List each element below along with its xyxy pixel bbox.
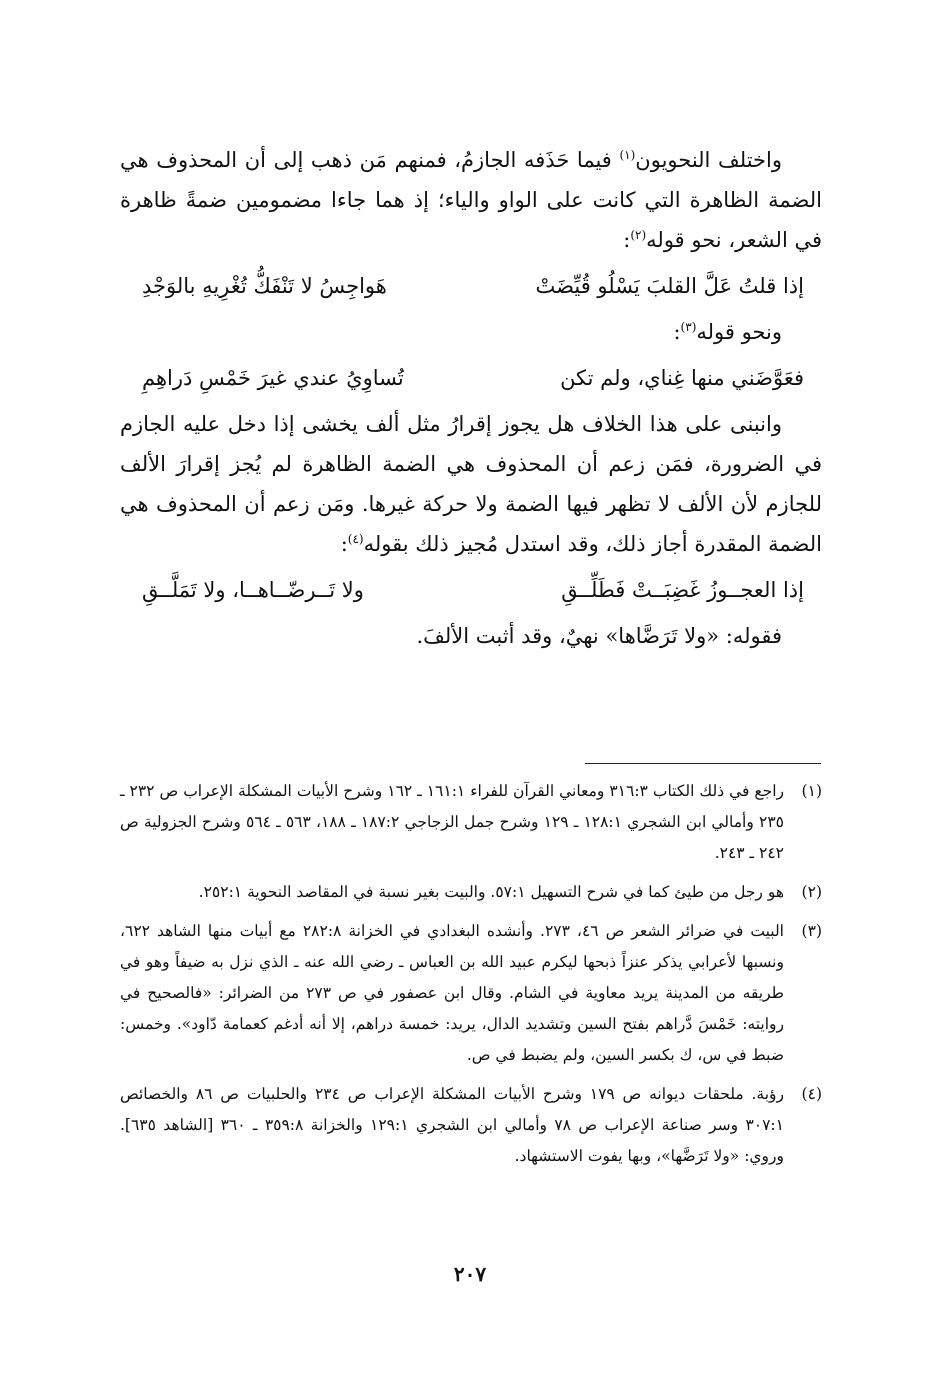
paragraph-3-text-b: : [340, 532, 348, 556]
verse-3 [120, 564, 822, 616]
verse-1-first-hemistich: إذا قلتُ عَلَّ القلبَ يَسْلُو قُيِّضَتْ [535, 274, 804, 298]
paragraph-1-text-c: : [623, 228, 631, 252]
paragraph-1-text-a: واختلف النحويون [635, 148, 782, 172]
footnote-ref-3: (٣) [680, 320, 697, 334]
footnotes [120, 776, 822, 1180]
footnote-number: (٣) [801, 922, 822, 940]
footnote-3 [120, 916, 822, 1071]
verse-2-second-hemistich: تُساوِيُ عندي غيرَ خَمْسِ دَراهِمِ [142, 366, 404, 390]
verse-2-first-hemistich: فعَوَّضَني منها غِناي، ولم تكن [560, 366, 804, 390]
footnote-separator [585, 763, 821, 764]
footnote-ref-4: (٤) [347, 532, 364, 546]
page-number: ٢٠٧ [453, 1262, 487, 1286]
paragraph-4: فقوله: «ولا تَرَضَّاها» نهيٌ، وقد أثبت الألفَ. [416, 624, 782, 648]
footnote-2 [120, 877, 822, 908]
verse-3-first-hemistich: إذا العجــوزُ غَضِبَــتْ فَطَلِّــقِ [561, 578, 804, 602]
paragraph-3-text-a: وانبنى على هذا الخلاف هل يجوز إقرارُ مثل ألف يخشى إذا دخل عليه الجازم في الضرورة، فمَن زعم أن المحذوف هي الضمة الظاهرة لم يُجز إقرارَ الألف للجازم لأن الألف لا تظهر فيها الضمة ولا حركة غيرها. ومَن زعم أن المحذوف هي الضمة المقدرة أجاز ذلك، وقد استدل مُجيز ذلك بقوله [120, 412, 822, 556]
footnote-ref-1: (١) [619, 148, 636, 162]
paragraph-2-text-b: : [673, 320, 681, 344]
footnote-number: (١) [801, 782, 822, 800]
verse-1 [120, 260, 822, 312]
footnote-text: راجع في ذلك الكتاب ٣١٦:٣ ومعاني القرآن للفراء ١٦١:١ ـ ١٦٢ وشرح الأبيات المشكلة الإعراب ص ٢٣٢ ـ ٢٣٥ وأمالي ابن الشجري ١٢٨:١ ـ ١٢٩ وشرح جمل الزجاجي ١٨٧:٢ ـ ١٨٨، ٥٦٣ ـ ٥٦٤ وشرح الجزولية ص ٢٤٢ ـ ٢٤٣. [120, 782, 784, 862]
footnote-ref-2: (٢) [630, 228, 647, 242]
paragraph-2 [120, 312, 822, 352]
footnote-number: (٢) [801, 883, 822, 901]
footnote-text: رؤبة. ملحقات ديوانه ص ١٧٩ وشرح الأبيات المشكلة الإعراب ص ٢٣٤ والحلبيات ص ٨٦ والخصائص ٣٠٧:١ وسر صناعة الإعراب ص ٧٨ وأمالي ابن الشجري ١٢٩:١ والخزانة ٣٥٩:٨ ـ ٣٦٠ [الشاهد ٦٣٥]. وروي: «ولا تَرَضَّها»، وبها يفوت الاستشهاد. [120, 1085, 785, 1165]
verse-3-second-hemistich: ولا تَــرضّــاهــا، ولا تَمَلَّــقِ [142, 578, 364, 602]
verse-2 [120, 352, 822, 404]
footnote-text: هو رجل من طيئ كما في شرح التسهيل ٥٧:١. والبيت بغير نسبة في المقاصد النحوية ٢٥٢:١. [198, 883, 784, 901]
verse-1-second-hemistich: هَواجِسُ لا تَنْفَكُّ تُغْرِيهِ بالوَجْدِ [142, 274, 387, 298]
paragraph-2-text-a: ونحو قوله [696, 320, 782, 344]
main-text [120, 140, 822, 656]
footnote-text: البيت في ضرائر الشعر ص ٤٦، ٢٧٣. وأنشده البغدادي في الخزانة ٢٨٢:٨ مع أبيات منها الشاهد ٦٢٢، ونسبها لأعرابي يذكر عنزاً ذبحها ليكرم عبيد الله بن العباس ـ رضي الله عنه ـ الذي نزل به ضيفاً وهو في طريقه من المدينة يريد معاوية في الشام. وقال ابن عصفور في ص ٢٧٣ من الضرائر: «فالصحيح في روايته: خَمْسَ دَّراهم بفتح السين وتشديد الدال، يريد: خمسة دراهم، إلا أنه أدغم كعمامة دّاود». وخمس: ضبط في س، ك بكسر السين، ولم يضبط في ص. [120, 922, 784, 1064]
footnote-1 [120, 776, 822, 869]
paragraph-1 [120, 140, 822, 260]
footnote-number: (٤) [801, 1085, 822, 1103]
paragraph-1-text-b: فيما حَذَفه الجازمُ، فمنهم مَن ذهب إلى أن المحذوف هي الضمة الظاهرة التي كانت على الواو والياء؛ إذ هما جاءا مضمومين ضمةً ظاهرة في الشعر، نحو قوله [120, 148, 822, 252]
footnote-4 [120, 1079, 822, 1172]
paragraph-3 [120, 404, 822, 564]
